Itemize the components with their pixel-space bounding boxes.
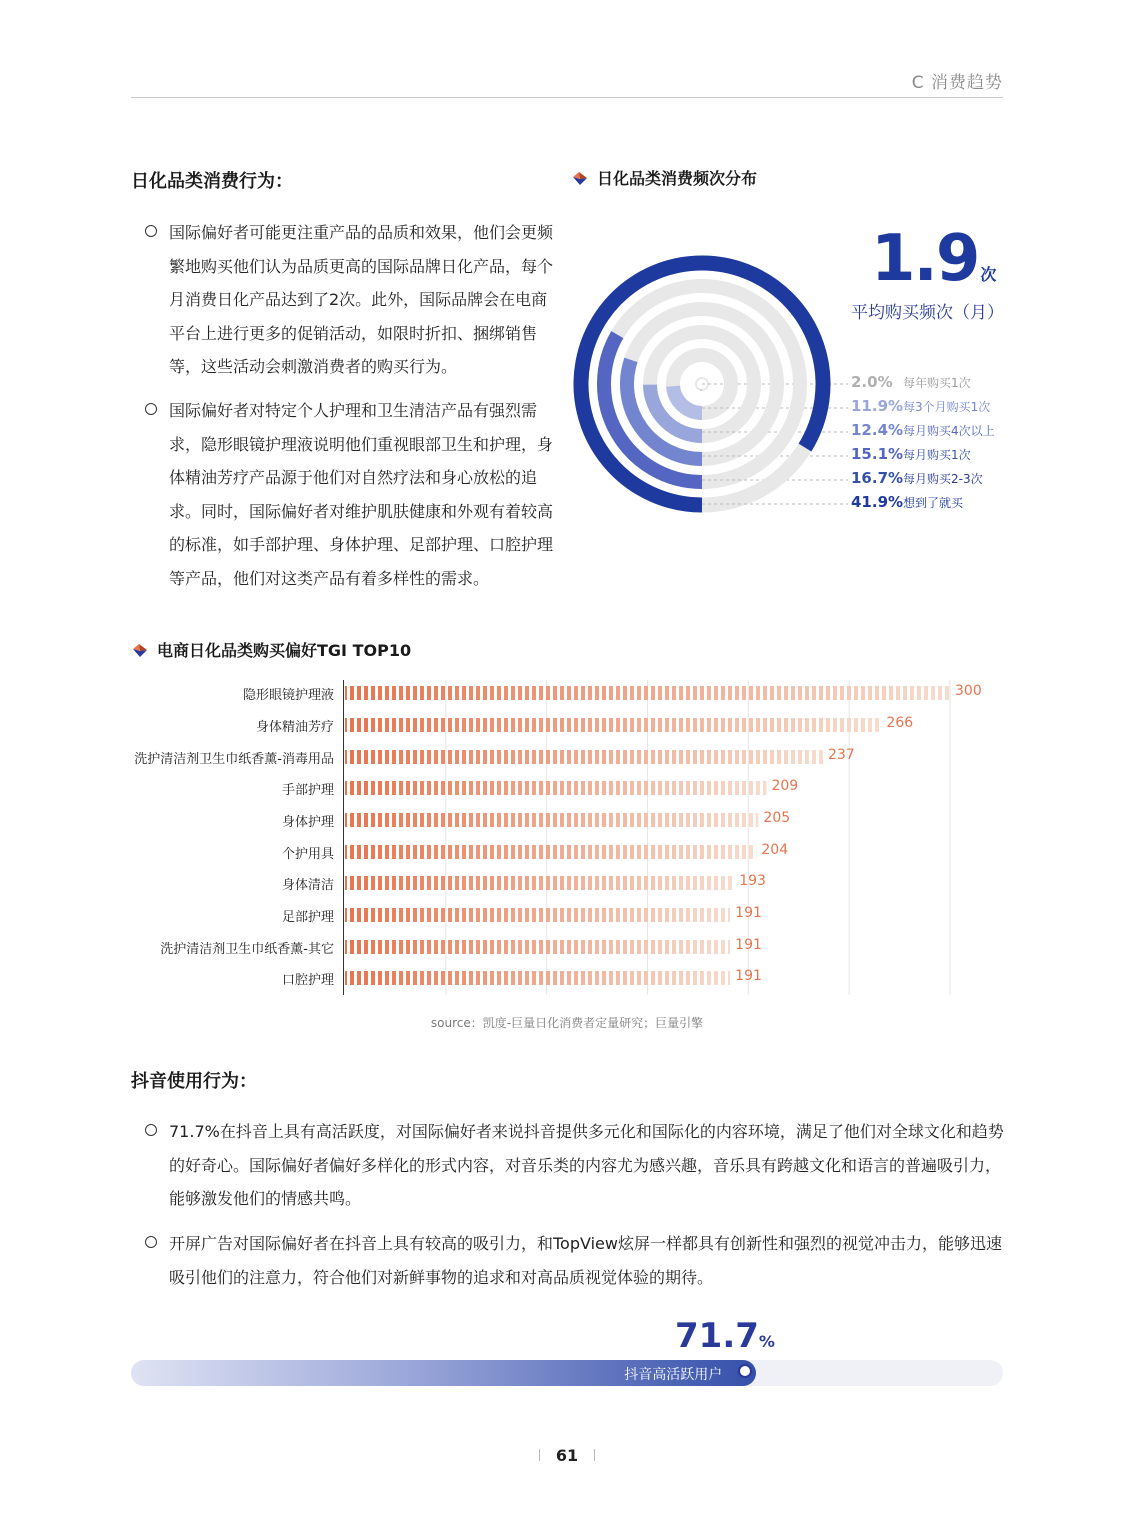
freq-legend-label: 每月购买4次以上 [903, 424, 995, 438]
tgi-bar-category: 隐形眼镜护理液 [242, 688, 334, 703]
bullet-text: 国际偏好者对特定个人护理和卫生清洁产品有强烈需求，隐形眼镜护理液说明他们重视眼部卫生和护理，身体精油芳疗产品源于他们对自然疗法和身心放松的追求。同时，国际偏好者对维护肌肤健康和外观有着较高的标准，如手部护理、身体护理、足部护理、口腔护理等产品，他们对这类产品有着多样性的需求。 [169, 401, 554, 588]
tgi-bar [345, 750, 823, 764]
freq-legend-percent: 12.4% [851, 421, 904, 439]
bullet-circle-icon [145, 1124, 157, 1136]
bullet-item [145, 1227, 1007, 1294]
tgi-bar-category: 身体清洁 [281, 878, 334, 893]
tgi-bar [345, 940, 730, 954]
tgi-bar-category: 洗护清洁剂卫生巾纸香薰-其它 [160, 942, 334, 957]
tgi-bar-value: 191 [735, 937, 762, 953]
tgi-bar [345, 813, 758, 827]
tgi-bar-value: 191 [735, 905, 762, 921]
tgi-bar-category: 足部护理 [281, 910, 334, 925]
avg-frequency-value: 1.9 [871, 222, 979, 296]
bullet-text: 71.7%在抖音上具有高活跃度，对国际偏好者来说抖音提供多元化和国际化的内容环境，满足了他们对全球文化和趋势的好奇心。国际偏好者偏好多样化的形式内容，对音乐类的内容尤为感兴趣，音乐具有跨越文化和语言的普遍吸引力，能够激发他们的情感共鸣。 [169, 1122, 1004, 1208]
progress-track [131, 1360, 1003, 1386]
freq-chart-title-text: 日化品类消费频次分布 [597, 169, 758, 188]
section-title-daily-chem: 日化品类消费行为： [131, 171, 293, 192]
freq-legend-label: 每年购买1次 [903, 376, 971, 390]
freq-legend-percent: 2.0% [851, 373, 893, 391]
tgi-bar-value: 266 [886, 715, 914, 731]
tgi-bar-value: 204 [761, 842, 789, 858]
tgi-bar-category: 身体精油芳疗 [255, 720, 334, 735]
freq-legend-label: 想到了就买 [903, 496, 964, 510]
tgi-bar-value: 191 [735, 968, 762, 984]
progress-value-unit: % [758, 1332, 775, 1351]
progress-value-number: 71.7 [675, 1316, 759, 1356]
tgi-bar-value: 193 [739, 873, 766, 889]
freq-legend-percent: 15.1% [851, 445, 904, 463]
tgi-bar-category: 身体护理 [281, 815, 334, 830]
tgi-bar-category: 个护用具 [281, 847, 334, 862]
freq-legend-label: 每月购买1次 [903, 448, 971, 462]
tgi-bar [345, 686, 950, 700]
freq-legend-label: 每3个月购买1次 [903, 400, 991, 414]
tgi-bar [345, 876, 734, 890]
progress-label: 抖音高活跃用户 [624, 1367, 723, 1383]
bullet-text: 国际偏好者可能更注重产品的品质和效果，他们会更频繁地购买他们认为品质更高的国际品牌日化产品，每个月消费日化产品达到了2次。此外，国际品牌会在电商平台上进行更多的促销活动，如限时折扣、捆绑销售等，这些活动会刺激消费者的购买行为。 [169, 223, 554, 376]
freq-legend-label: 每月购买2-3次 [903, 472, 983, 486]
tgi-bar-value: 209 [771, 778, 799, 794]
source-note: source：凯度-巨量日化消费者定量研究；巨量引擎 [430, 1016, 704, 1030]
avg-frequency-label: 平均购买频次（月） [851, 303, 1004, 323]
freq-legend-percent: 11.9% [851, 397, 904, 415]
bullet-circle-icon [145, 1236, 157, 1248]
page-number-tick-right [594, 1449, 595, 1461]
bullet-item [145, 1115, 1007, 1216]
progress-value [675, 1316, 775, 1356]
tgi-bar [345, 908, 730, 922]
tgi-bar-value: 300 [955, 683, 982, 699]
header-title: C 消费趋势 [911, 73, 1003, 93]
tgi-bar [345, 845, 756, 859]
tgi-bar-category: 手部护理 [281, 783, 334, 798]
freq-legend-percent: 16.7% [851, 469, 904, 487]
tgi-bar [345, 781, 766, 795]
tgi-chart-title-text: 电商日化品类购买偏好TGI TOP10 [157, 641, 412, 660]
tgi-bar [345, 971, 730, 985]
progress-knob [738, 1364, 752, 1378]
progress-fill [131, 1360, 756, 1386]
avg-frequency-unit: 次 [980, 265, 997, 284]
freq-legend-percent: 41.9% [851, 493, 904, 511]
tgi-bar-value: 205 [763, 810, 791, 826]
tgi-bar-category: 洗护清洁剂卫生巾纸香薰-消毒用品 [134, 752, 334, 767]
tgi-bar [345, 718, 881, 732]
tgi-bar-category: 口腔护理 [281, 973, 334, 988]
bullet-text: 开屏广告对国际偏好者在抖音上具有较高的吸引力，和TopView炫屏一样都具有创新性和强烈的视觉冲击力，能够迅速吸引他们的注意力，符合他们对新鲜事物的追求和对高品质视觉体验的期待。 [169, 1234, 1002, 1287]
tgi-bar-value: 237 [827, 747, 855, 763]
page-number: 61 [555, 1446, 579, 1465]
section-title-douyin: 抖音使用行为： [131, 1071, 257, 1092]
